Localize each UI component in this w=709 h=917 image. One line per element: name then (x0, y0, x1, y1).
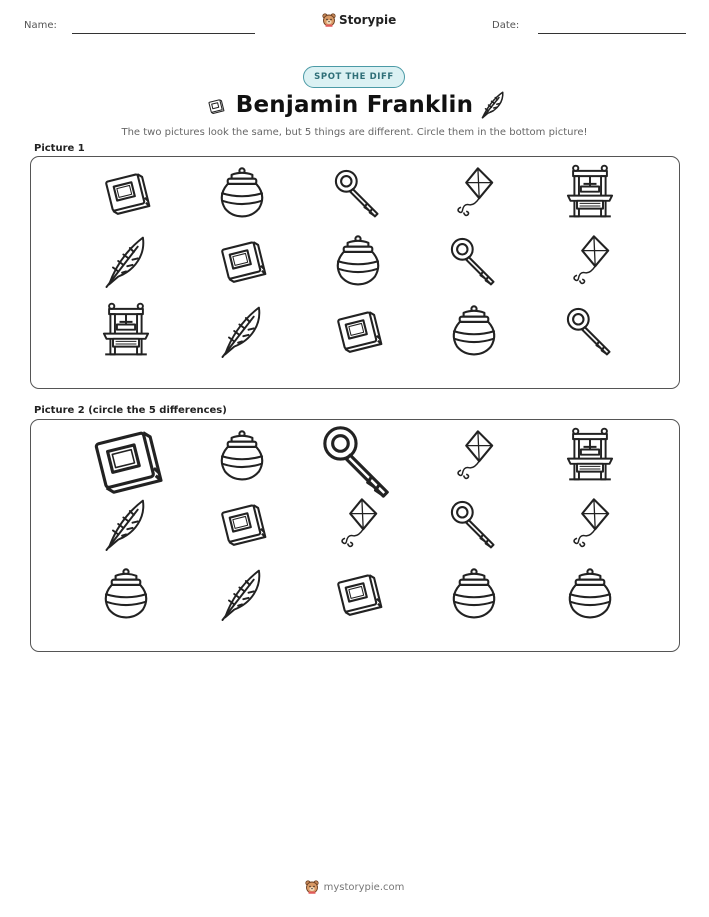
kite-icon (564, 235, 616, 287)
footer-url[interactable]: mystorypie.com (323, 881, 405, 893)
grid-item-jar[interactable] (100, 568, 152, 620)
grid-item-book[interactable] (332, 568, 384, 620)
grid-item-key[interactable] (319, 422, 397, 500)
kite-icon (448, 430, 500, 482)
key-icon (448, 235, 500, 287)
grid-item-key (564, 305, 616, 357)
key-icon (448, 498, 500, 550)
jar-icon (564, 568, 616, 620)
picture-1-panel (30, 156, 680, 389)
grid-item-jar (332, 235, 384, 287)
grid-item-key (448, 235, 500, 287)
grid-item-jar[interactable] (564, 568, 616, 620)
grid-item-book (216, 235, 268, 287)
grid-item-key[interactable] (448, 498, 500, 550)
kite-icon (332, 498, 384, 550)
instructions-text: The two pictures look the same, but 5 things are different. Circle them in the bottom picture! (121, 127, 588, 138)
book-icon (332, 568, 384, 620)
date-label: Date: (492, 20, 520, 31)
jar-icon (332, 235, 384, 287)
quill-feather-icon (478, 89, 508, 121)
footer (0, 880, 709, 894)
book-icon (216, 498, 268, 550)
grid-item-key (332, 167, 384, 219)
book-icon (332, 305, 384, 357)
grid-item-book (100, 167, 152, 219)
page-title: Benjamin Franklin (235, 92, 474, 118)
key-icon (319, 422, 397, 500)
grid-item-printing-press[interactable] (564, 430, 616, 482)
grid-item-jar (448, 305, 500, 357)
jar-icon (448, 568, 500, 620)
name-label: Name: (24, 20, 57, 31)
jar-icon (448, 305, 500, 357)
picture-2-label: Picture 2 (circle the 5 differences) (34, 405, 227, 416)
grid-item-feather (216, 305, 268, 357)
grid-item-jar[interactable] (448, 568, 500, 620)
grid-item-jar[interactable] (216, 430, 268, 482)
grid-item-printing-press (100, 305, 152, 357)
grid-item-kite[interactable] (332, 498, 384, 550)
key-icon (332, 167, 384, 219)
key-icon (564, 305, 616, 357)
printing-press-icon (100, 305, 152, 357)
grid-item-kite (564, 235, 616, 287)
jar-icon (216, 167, 268, 219)
date-line[interactable] (538, 33, 686, 34)
grid-item-kite[interactable] (448, 430, 500, 482)
name-line[interactable] (72, 33, 255, 34)
picture-1-label: Picture 1 (34, 143, 85, 154)
book-icon (87, 422, 165, 500)
brand-logo (322, 13, 396, 27)
grid-item-kite (448, 167, 500, 219)
grid-item-jar (216, 167, 268, 219)
grid-item-book (332, 305, 384, 357)
feather-quill-icon (100, 498, 152, 550)
picture-2-panel[interactable] (30, 419, 680, 652)
printing-press-icon (564, 430, 616, 482)
grid-item-kite[interactable] (564, 498, 616, 550)
bear-mascot-icon (322, 13, 336, 27)
kite-icon (448, 167, 500, 219)
book-icon (100, 167, 152, 219)
grid-item-feather[interactable] (100, 498, 152, 550)
printing-press-icon (564, 167, 616, 219)
spot-the-diff-badge: SPOT THE DIFF (303, 66, 405, 88)
grid-item-book[interactable] (216, 498, 268, 550)
grid-item-feather (100, 235, 152, 287)
grid-item-feather[interactable] (216, 568, 268, 620)
feather-quill-icon (216, 305, 268, 357)
grid-item-printing-press (564, 167, 616, 219)
feather-quill-icon (216, 568, 268, 620)
feather-quill-icon (100, 235, 152, 287)
jar-icon (216, 430, 268, 482)
book-icon (216, 235, 268, 287)
grid-item-book[interactable] (87, 422, 165, 500)
brand-name: Storypie (339, 13, 397, 27)
jar-icon (100, 568, 152, 620)
bear-mascot-icon (305, 880, 319, 894)
kite-icon (564, 498, 616, 550)
